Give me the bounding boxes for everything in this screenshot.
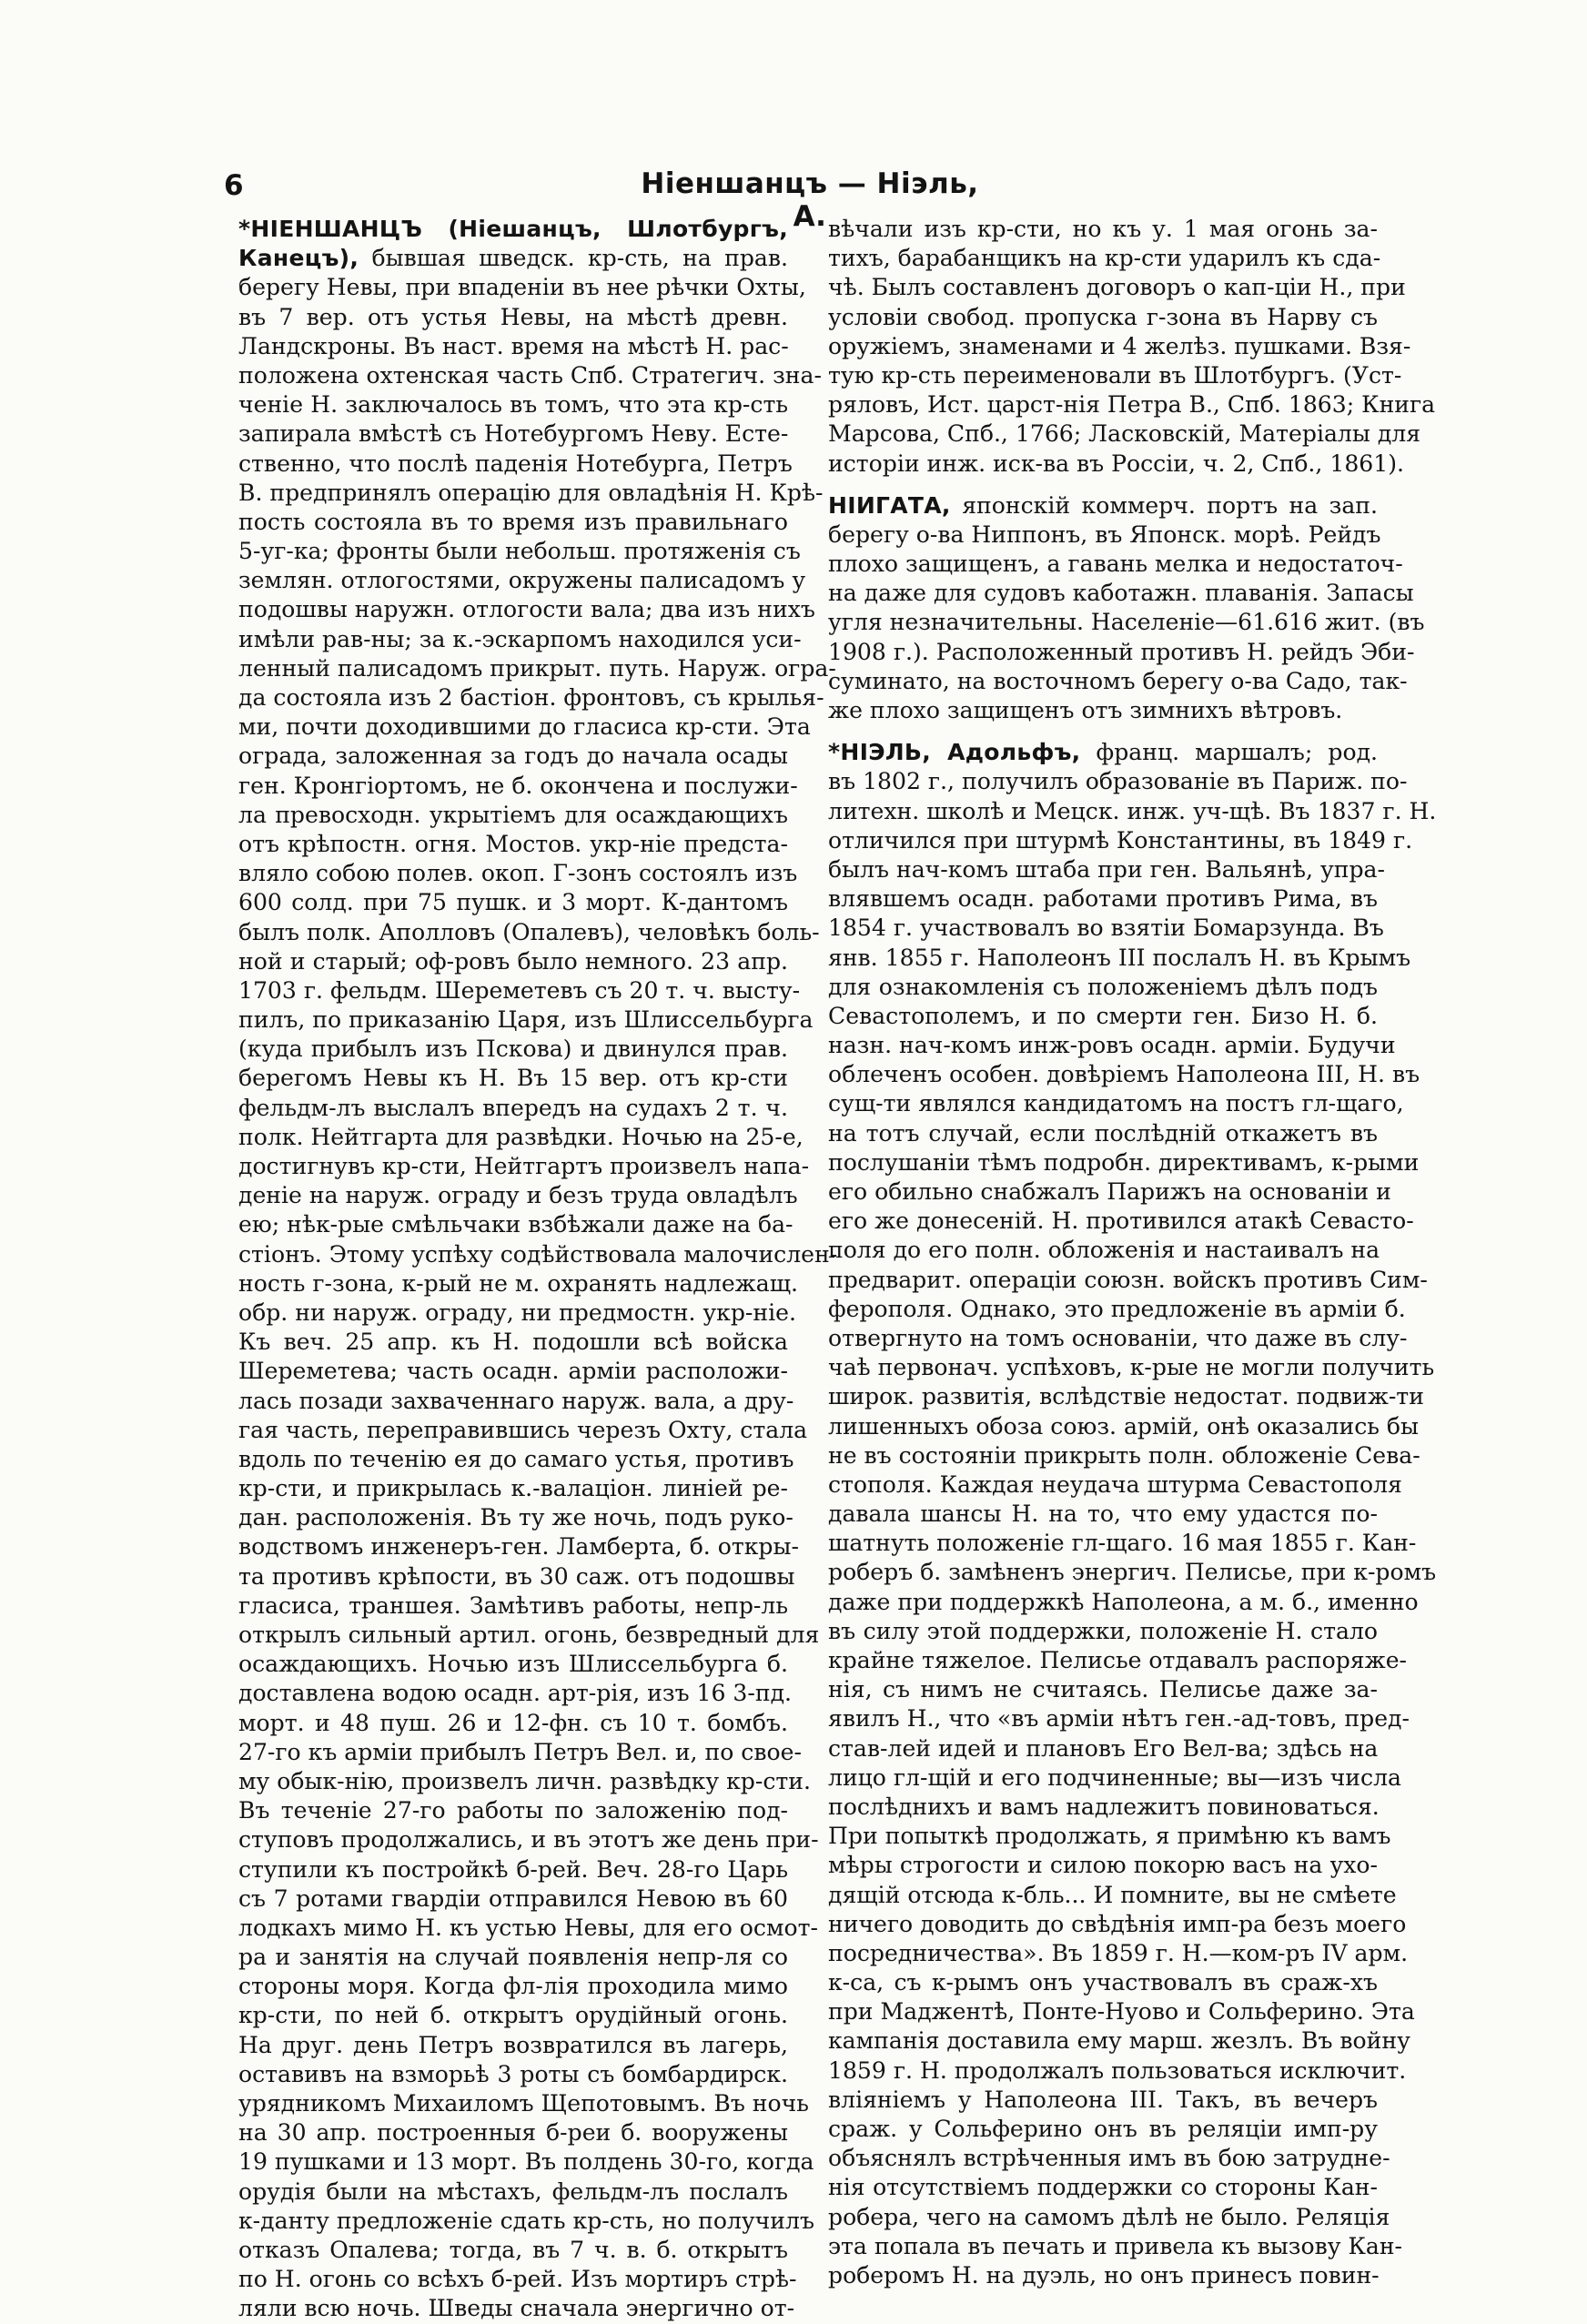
- text-line: вѣчали изъ кр-сти, но къ у. 1 мая огонь за-: [828, 216, 1378, 242]
- text-line: (куда прибылъ изъ Пскова) и двинулся прав.: [238, 1036, 788, 1063]
- text-line: оставивъ на взморьѣ 3 роты съ бомбардирск.: [238, 2060, 788, 2087]
- text-line: ген. Кронгіортомъ, не б. окончена и послужи-: [238, 772, 798, 799]
- text-line: поля до его полн. обложенія и настаивалъ на: [828, 1237, 1380, 1264]
- text-line: даже при поддержкѣ Наполеона, а м. б., именно: [828, 1588, 1419, 1615]
- left-column: [238, 215, 838, 2324]
- text-line: въ 7 вер. отъ устья Невы, на мѣстѣ древн.: [238, 303, 788, 330]
- text-line: достигнувъ кр-сти, Нейтгартъ произвелъ напа-: [238, 1153, 810, 1179]
- text-line: ферополя. Однако, это предложеніе въ арміи б.: [828, 1295, 1406, 1322]
- text-line: положена охтенская часть Спб. Стратегич. зна-: [238, 361, 822, 389]
- text-line: На друг. день Петръ возвратился въ лагерь,: [238, 2031, 788, 2058]
- text-line: лицо гл-щій и его подчиненные; вы—изъ числа: [828, 1763, 1401, 1791]
- text-line: ступовъ продолжались, и въ этотъ же день при-: [238, 1826, 819, 1854]
- text-line: та противъ крѣпости, въ 30 саж. отъ подошвы: [238, 1562, 795, 1590]
- text-line: пилъ, по приказанію Царя, изъ Шлиссельбурга: [238, 1006, 814, 1034]
- text-line: ной и старый; оф-ровъ было немного. 23 апр.: [238, 947, 788, 975]
- text-line: былъ полк. Аполловъ (Опалевъ), человѣкъ боль-: [238, 918, 820, 945]
- text-line: лась позади захваченнаго наруж. вала, а дру-: [238, 1387, 794, 1414]
- text-line: вдоль по теченію ея до самаго устья, противъ: [238, 1445, 794, 1472]
- text-line: послушаніи тѣмъ подробн. директивамъ, к-рыми: [828, 1148, 1420, 1176]
- text-line: В. предпринялъ операцію для овладѣнія Н. Крѣ-: [238, 479, 824, 506]
- text-line: дан. расположенія. Въ ту же ночь, подъ руко-: [238, 1504, 794, 1531]
- text-line: нія, съ нимъ не считаясь. Пелисье даже за-: [828, 1676, 1378, 1703]
- text-line: чѣ. Былъ составленъ договоръ о кап-ціи Н., при: [828, 274, 1406, 301]
- text-line: 27-го къ арміи прибылъ Петръ Вел. и, по свое-: [238, 1738, 802, 1765]
- text-line: широк. развитія, вслѣдствіе недостат. подвиж-ти: [828, 1383, 1424, 1410]
- text-line: берегу Невы, при впаденіи въ нее рѣчки Охты,: [238, 274, 806, 301]
- text-line: явилъ Н., что «въ арміи нѣтъ ген.-ад-товъ, пред-: [828, 1705, 1410, 1733]
- text-line: запирала вмѣстѣ съ Нотебургомъ Неву. Есте-: [238, 420, 789, 448]
- text-line: ограда, заложенная за годъ до начала осады: [238, 743, 788, 770]
- text-line: исторіи инж. иск-ва въ Россіи, ч. 2, Спб., 1861).: [828, 450, 1404, 477]
- text-line: сраж. у Сольферино онъ въ реляціи имп-ру: [828, 2116, 1378, 2142]
- headword: *НІЭЛЬ, Адольфъ,: [828, 739, 1081, 766]
- text-line: лодкахъ мимо Н. къ устью Невы, для его осмот-: [238, 1914, 818, 1941]
- text-line: водствомъ инженеръ-ген. Ламберта, б. откры-: [238, 1533, 799, 1561]
- text-line: не въ состояніи прикрыть полн. обложеніе Сева-: [828, 1441, 1420, 1469]
- text-line: на 30 апр. построенныя б-реи б. вооружены: [238, 2119, 788, 2147]
- text-line: к-са, съ к-рымъ онъ участвовалъ въ сраж-хъ: [828, 1969, 1378, 1996]
- text-line: к-данту предложеніе сдать кр-сть, но получилъ: [238, 2207, 814, 2234]
- text-line: вляло собою полев. окоп. Г-зонъ состоялъ изъ: [238, 860, 798, 887]
- text-line: берегу о-ва Ниппонъ, въ Японск. морѣ. Рейдъ: [828, 520, 1381, 548]
- text-line: 1703 г. фельдм. Шереметевъ съ 20 т. ч. высту-: [238, 976, 801, 1004]
- text-line: Къ веч. 25 апр. къ Н. подошли всѣ войска: [238, 1329, 788, 1356]
- text-line: тихъ, барабанщикъ на кр-сти ударилъ къ сда-: [828, 245, 1381, 272]
- text-line: НІИГАТА, японскій коммерч. портъ на зап.: [828, 491, 1378, 519]
- text-line: влявшемъ осадн. работами противъ Рима, въ: [828, 885, 1378, 913]
- text-line: ми, почти доходившими до гласиса кр-сти. Эта: [238, 713, 811, 741]
- text-line: посредничества». Въ 1859 г. Н.—ком-ръ IV арм.: [828, 1939, 1409, 1966]
- text-line: робера, чего на самомъ дѣлѣ не было. Реляція: [828, 2203, 1390, 2230]
- text-line: Севастополемъ, и по смерти ген. Бизо Н. б.: [828, 1002, 1378, 1029]
- text-line: пость состояла въ то время изъ правильнаго: [238, 508, 788, 535]
- text-line: его же донесеній. Н. противился атакѣ Севасто-: [828, 1207, 1414, 1235]
- headword: *НІЕНШАНЦЪ (Ніешанцъ, Шлотбургъ,: [238, 216, 788, 242]
- text-line: кр-сти, и прикрылась к.-валаціон. линіей ре-: [238, 1475, 788, 1502]
- text-line: на тотъ случай, если послѣдній откажетъ въ: [828, 1119, 1378, 1147]
- text-line: предварит. операціи союзн. войскъ противъ Сим-: [828, 1266, 1428, 1293]
- text-line: оружіемъ, знаменами и 4 желѣз. пушками. Взя-: [828, 332, 1411, 359]
- text-line: лишенныхъ обоза союз. армій, онѣ оказались бы: [828, 1412, 1419, 1440]
- text-line: суминато, на восточномъ берегу о-ва Садо, так-: [828, 667, 1408, 694]
- text-line: ступили къ постройкѣ б-рей. Веч. 28-го Царь: [238, 1855, 788, 1883]
- entry-nienshants: [238, 215, 838, 2324]
- text-line: ляли всю ночь. Шведы сначала энергично от-: [238, 2295, 795, 2322]
- text-line: осаждающихъ. Ночью изъ Шлиссельбурга б.: [238, 1651, 788, 1678]
- text-line: нія отсутствіемъ поддержки со стороны Кан-: [828, 2174, 1378, 2201]
- text-line: роберомъ Н. на дуэль, но онъ принесъ повин-: [828, 2261, 1380, 2289]
- text-line: землян. отлогостями, окружены палисадомъ у: [238, 567, 806, 594]
- text-line: назн. нач-комъ инж-ровъ осадн. арміи. Будучи: [828, 1032, 1396, 1059]
- text-line: урядникомъ Михаиломъ Щепотовымъ. Въ ночь: [238, 2090, 809, 2117]
- text-line: шатнуть положеніе гл-щаго. 16 мая 1855 г. Кан-: [828, 1530, 1417, 1557]
- text-line: полк. Нейтгарта для развѣдки. Ночью на 25-е,: [238, 1123, 804, 1150]
- text-line: чаѣ первонач. успѣховъ, к-рые не могли получить: [828, 1354, 1435, 1381]
- text-line: Шереметева; часть осадн. арміи расположи-: [238, 1358, 788, 1385]
- text-line: берегомъ Невы къ Н. Въ 15 вер. отъ кр-сти: [238, 1065, 788, 1092]
- text-line: ла превосходн. укрытіемъ для осаждающихъ: [238, 801, 788, 828]
- entry-nienshants-continued: [828, 215, 1436, 479]
- text-line: стіонъ. Этому успѣху содѣйствовала малочислен-: [238, 1240, 838, 1268]
- text-line: роберъ б. замѣненъ энергич. Пелисье, при к-ромъ: [828, 1559, 1437, 1586]
- text-line: гласиса, траншея. Замѣтивъ работы, непр-ль: [238, 1591, 788, 1619]
- text-line: объяснялъ встрѣченныя имъ въ бою затрудне-: [828, 2145, 1390, 2172]
- text-line: съ 7 ротами гвардіи отправился Невою въ 60: [238, 1884, 788, 1912]
- text-line: фельдм-лъ выслалъ впередъ на судахъ 2 т. ч.: [238, 1094, 788, 1121]
- text-line: *НІЭЛЬ, Адольфъ, франц. маршалъ; род.: [828, 739, 1378, 766]
- text-line: въ 1802 г., получилъ образованіе въ Париж. по-: [828, 768, 1408, 795]
- text-line: отъ крѣпостн. огня. Мостов. укр-ніе предста-: [238, 830, 788, 857]
- text-line: литехн. школѣ и Мецск. инж. уч-щѣ. Въ 1837 г. Н.: [828, 797, 1437, 824]
- text-line: при Маджентѣ, Понте-Нуово и Сольферино. Эта: [828, 1998, 1415, 2026]
- text-line: кампанія доставила ему марш. жезлъ. Въ войну: [828, 2027, 1410, 2055]
- text-line: орудія были на мѣстахъ, фельдм-лъ послалъ: [238, 2177, 788, 2205]
- text-line: облеченъ особен. довѣріемъ Наполеона III, Н. въ: [828, 1061, 1420, 1088]
- entry-niel-adolphe: [828, 738, 1437, 2290]
- text-line: ничего доводить до свѣдѣнія имп-ра безъ моего: [828, 1910, 1407, 1937]
- text-line: янв. 1855 г. Наполеонъ III послалъ Н. въ Крымъ: [828, 944, 1411, 971]
- text-line: Ландскроны. Въ наст. время на мѣстѣ Н. рас-: [238, 332, 789, 359]
- text-line: 600 солд. при 75 пушк. и 3 морт. К-дантомъ: [238, 889, 788, 916]
- headword: НІИГАТА,: [828, 491, 951, 519]
- text-line: на даже для судовъ каботажн. плаванія. Запасы: [828, 580, 1414, 607]
- text-line: тую кр-сть переименовали въ Шлотбургъ. (Уст-: [828, 361, 1402, 389]
- text-line: давала шансы Н. на то, что ему удастся по-: [828, 1500, 1378, 1528]
- text-line: эта попала въ печать и привела къ вызову Кан-: [828, 2232, 1403, 2259]
- text-line: былъ нач-комъ штаба при ген. Вальянѣ, упра-: [828, 855, 1385, 883]
- text-line: угля незначительны. Населеніе—61.616 жит. (въ: [828, 609, 1425, 636]
- text-line: вліяніемъ у Наполеона III. Такъ, въ вечеръ: [828, 2086, 1378, 2113]
- text-line: 19 пушками и 13 морт. Въ полдень 30-го, когда: [238, 2148, 814, 2176]
- text-line: 1854 г. участвовалъ во взятіи Бомарзунда. Въ: [828, 914, 1384, 942]
- text-line: да состояла изъ 2 бастіон. фронтовъ, съ крылья-: [238, 684, 824, 711]
- text-line: ность г-зона, к-рый не м. охранять надлежащ.: [238, 1269, 799, 1297]
- text-line: дящій отсюда к-бль... И помните, вы не смѣете: [828, 1881, 1397, 1908]
- text-line: для ознакомленія съ положеніемъ дѣлъ подъ: [828, 973, 1378, 1000]
- headword-continued: Канецъ),: [238, 245, 359, 272]
- text-line: по Н. огонь со всѣхъ б-рей. Изъ мортиръ стрѣ-: [238, 2266, 797, 2293]
- text-line: отказъ Опалева; тогда, въ 7 ч. в. б. открытъ: [238, 2236, 788, 2263]
- running-title: Ніеншанцъ — Ніэль, А.: [641, 167, 979, 233]
- entry-niigata: [828, 491, 1425, 726]
- text-line: ра и занятія на случай появленія непр-ля со: [238, 1944, 788, 1971]
- text-line: ственно, что послѣ паденія Нотебурга, Петръ: [238, 450, 793, 477]
- text-line: стороны моря. Когда фл-лія проходила мимо: [238, 1973, 788, 2000]
- text-line: ленный палисадомъ прикрыт. путь. Наруж. огра-: [238, 654, 836, 682]
- text-line: морт. и 48 пуш. 26 и 12-фн. съ 10 т. бомбъ.: [238, 1709, 788, 1736]
- text-line: став-лей идей и плановъ Его Вел-ва; здѣсь на: [828, 1734, 1379, 1762]
- text-line: мѣры строгости и силою покорю васъ на ухо-: [828, 1852, 1378, 1879]
- text-line: ченіе Н. заключалось въ томъ, что эта кр-сть: [238, 391, 788, 419]
- text-line: стополя. Каждая неудача штурма Севастополя: [828, 1470, 1402, 1498]
- text-line: его обильно снабжалъ Парижъ на основаніи и: [828, 1178, 1391, 1205]
- text-line: гая часть, переправившись черезъ Охту, стала: [238, 1416, 808, 1443]
- text-line: условіи свобод. пропуска г-зона въ Нарву съ: [828, 303, 1378, 330]
- text-line: Канецъ), бывшая шведск. кр-сть, на прав.: [238, 245, 788, 272]
- text-line: му обык-нію, произвелъ личн. развѣдку кр-сти.: [238, 1767, 811, 1794]
- right-column: [828, 215, 1437, 2290]
- text-line: отличился при штурмѣ Константины, въ 1849 г.: [828, 826, 1413, 854]
- text-line: подошвы наружн. отлогости вала; два изъ нихъ: [238, 596, 815, 623]
- text-line: Марсова, Спб., 1766; Ласковскій, Матеріалы для: [828, 420, 1421, 448]
- text-line: 1859 г. Н. продолжалъ пользоваться исключит.: [828, 2056, 1407, 2084]
- text-line: ряловъ, Ист. царст-нія Петра В., Спб. 1863; Книга: [828, 391, 1436, 419]
- text-line: При попыткѣ продолжать, я примѣню къ вамъ: [828, 1823, 1391, 1850]
- text-line: плохо защищенъ, а гавань мелка и недостаточ-: [828, 551, 1403, 578]
- text-line: доставлена водою осадн. арт-рія, изъ 16 3-пд.: [238, 1680, 793, 1707]
- text-line: 1908 г.). Расположенный противъ Н. рейдъ Эби-: [828, 638, 1415, 665]
- text-line: деніе на наруж. ограду и безъ труда овладѣлъ: [238, 1182, 798, 1209]
- text-line: ею; нѣк-рые смѣльчаки взбѣжали даже на ба-: [238, 1211, 794, 1238]
- text-line: 5-уг-ка; фронты были небольш. протяженія съ: [238, 538, 801, 565]
- page-number: 6: [224, 169, 244, 202]
- text-line: кр-сти, по ней б. открытъ орудійный огонь.: [238, 2002, 788, 2029]
- text-line: послѣднихъ и вамъ надлежитъ повиноваться.: [828, 1793, 1380, 1820]
- text-line: крайне тяжелое. Пелисье отдавалъ распоряже-: [828, 1647, 1408, 1673]
- text-line: въ силу этой поддержки, положеніе Н. стало: [828, 1617, 1378, 1644]
- text-line: открылъ сильный артил. огонь, безвредный для: [238, 1622, 820, 1648]
- text-line: обр. ни наруж. ограду, ни предмостн. укр-ніе.: [238, 1298, 796, 1326]
- text-line: же плохо защищенъ отъ зимнихъ вѣтровъ.: [828, 697, 1343, 723]
- text-line: Въ теченіе 27-го работы по заложенію под-: [238, 1797, 788, 1824]
- text-line: отвергнуто на томъ основаніи, что даже въ слу-: [828, 1324, 1408, 1351]
- text-line: имѣли рав-ны; за к.-эскарпомъ находился уси-: [238, 625, 802, 652]
- text-line: сущ-ти являлся кандидатомъ на постъ гл-щаго,: [828, 1090, 1404, 1117]
- text-line: [238, 215, 788, 244]
